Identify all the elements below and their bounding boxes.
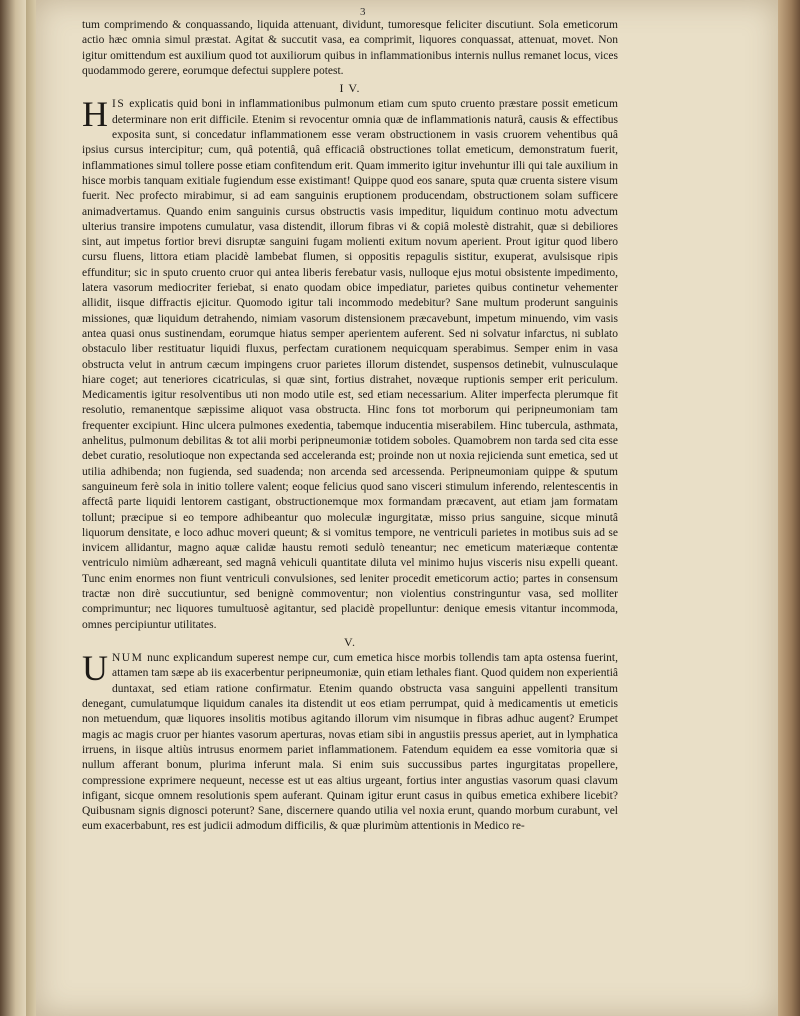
right-page-edge (778, 0, 800, 1016)
section-5-lead-caps: NUM (112, 652, 144, 665)
drop-cap-h: H (82, 94, 108, 135)
page-number: 3 (360, 6, 366, 18)
section-4-text: explicatis quid boni in inflammationibus pulmonum etiam cum sputo cruento præstare possit emeticum determinare non erit difficile. Etenim si revocentur omnia quæ de inflammationis naturâ, causis & effectibus exposita sunt, si concedatur inflammationem esse veram obstructionem in vasis cruorem vehentibus quâ ipsius cursus intercipitur; cum, quâ potentiâ, quâ efficaciâ obstructiones tollat emeticum, demonstratum fuerit, inflammationes simul tollere posse etiam confitendum erit. Quam immerito igitur invehuntur illi qui tale auxilium in hisce morbis tanquam exitiale fugiendum esse existimant! Quippe quod eos sanare, sputa quæ cruenta sistere visum fuerit. Nec profecto mirabimur, si ad eam sanguinis eruptionem producendam, obstructionem solam sufficere animadvertamus. Quando enim sanguinis cursus obstructis vasis impeditur, liquidum continuo motu advectum ulterius transire impotens cumulatur, vasa distendit, illorum fibras vi & copiâ molestè distrahit, quæ si debiliores sint, aut impetus fortior brevi disruptæ sanguini fugam molienti exitum novum aperient. Prout igitur quod libero cursu fluens, littora etiam placidè lambebat flumen, si oppositis repagulis sistitur, exuperat, avulsisque ripis effunditur; sic in sputo cruento cruor qui antea liberis ferebatur vasis, nulloque ejus motui obsistente impedimento, latera vasorum mediocriter feriebat, si enato quodam obice impediatur, parietes quibus continetur vehementer allidit, iisque diffractis ejicitur. Quomodo igitur tali incommodo medebitur? Sane multum proderunt sanguinis missiones, quæ liquidum detrahendo, nimiam vasorum distensionem præcavebunt, impetum minuendo, vim vasis antea quasi onus sustinendam, eorumque hiatus semper aperientem auferent. Sed ni solvatur infarctus, ni sublato obstaculo liber restituatur liquidi fluxus, perfectam curationem nequicquam sperabimus. Semper enim in vasa obstructa velut in antrum cæcum impingens cruor parietes illorum distendet, suspensos detinebit, vulnusculaque hiare coget; aut teneriores cicatriculas, si quæ sint, fortius distrahet, novæque ruptionis semper erit periculum. Medicamentis igitur resolventibus uti non modo utile est, sed etiam necessarium. Aliter imperfecta plerumque fit resolutio, remanentque sæpissime aliquot vasa obstructa. Hinc fons tot morborum qui peripneumoniam tam frequenter excipiunt. Hinc ulcera pulmones exedentia, tabemque inducentia miserabilem. Hinc tubercula, asthmata, anhelitus, pulmonum debilitas & tot alii morbi peripneumoniæ totidem soboles. Quamobrem non tarda sed cita esse debet curatio, resolutioque non expectanda sed acceleranda est; proinde non ut noxia rejicienda sunt emetica, sed ut utilia adhibenda; non fugienda, sed suadenda; non arcenda sed arcessenda. Peripneumoniam quippe & sputum sanguineum ferè sola in initio tollere valent; eoque felicius quod sano visceri stimulum inferendo, relentescentis in affectâ parte liquidi lentorem castigant, obstructionemque mox formandam præcavent, aut etiam jam formatam tollunt; præcipue si eo tempore adhibeantur quo moleculæ ingurgitatæ, misso prius sanguine, sicque minutâ liquorum densitate, e loco adhuc moveri queunt; & si vomitus tempore, ne ventriculi parietes in motibus suis ad se invicem allidantur, magno aquæ calidæ haustu remoti sedulò teneantur; nec emeticum materiæque contentæ ventriculo nimiùm adhæreant, sed magnâ vehiculi quantitate diluta vel minimo hujus visceris nisu expelli queant. Tunc enim enormes non fiunt ventriculi convulsiones, sed leniter procedit emeticorum actio; partes in consensum tractæ non dirè succutiuntur, sed benignè commoventur; non violentius constringuntur vasa, sed molliter comprimuntur; nec liquores tumultuosè agitantur, sed placidè propelluntur: denique emesis vitantur incommoda, omnes percipiuntur utilitates. (82, 98, 618, 631)
section-5-paragraph (82, 648, 618, 835)
left-page-edge (0, 0, 26, 1016)
drop-cap-u: U (82, 648, 108, 689)
section-5-text: nunc explicandum superest nempe cur, cum emetica hisce morbis tollendis tam apta ostensa fuerint, attamen tam sæpe ab iis exacerbentur peripneumoniæ, quin etiam lethales fiant. Quod quidem non experientiâ duntaxat, sed etiam ratione confirmatur. Etenim quando obstructa vasa sanguini appellenti transitum denegant, cumulatumque liquidum canales ita distendit ut eos etiam perrumpat, quid à medicamentis ut emeticis non metuendum, quæ liquores insolitis motibus agitando illorum vim nisumque in fibras adhuc augent? Erumpet magis ac magis cruor per hiantes vasorum aperturas, novas etiam sibi in angustiis pressus aperiet, aut in lymphatica irruens, in iisque altiùs intrusus enormem pariet inflammationem. Fatendum equidem ea esse vomitoria quæ si nullum afferant bonum, plurima inferunt mala. Si enim suis succussibus partes ingurgitatas propellere, compressione exprimere nequeunt, necesse est ut eas altius urgeant, fortius inter angustias vasorum quasi clavum infigant, sicque omnem resolutionis spem auferant. Quinam igitur erunt casus in quibus emetica exhibere licebit? Quibusnam signis dignosci poterunt? Sane, discernere quando utilia vel noxia erunt, quando morbum curabunt, vel eum exacerbabunt, res est judicii admodum difficilis, & quæ plurimùm attentionis in Medico re- (82, 652, 618, 833)
section-4-lead-caps: IS (112, 98, 126, 111)
section-4-intro: tum comprimendo & conquassando, liquida attenuant, dividunt, tumoresque feliciter discutiunt. Sola emeticorum actio hæc omnia simul præstat. Agitat & succutit vasa, ea comprimit, liquores conquassat, attenuat, movet. Non igitur omittendum est auxilium quod tot auxiliorum quibus in inflammationibus internis nullus remanet locus, vices quodammodo gerere, eorumque defectui supplere potest. (82, 19, 618, 77)
section-5-numeral: V. (343, 634, 357, 649)
page-body (82, 18, 618, 835)
section-4-numeral: I V. (339, 81, 361, 96)
section-4-paragraph (82, 94, 618, 632)
